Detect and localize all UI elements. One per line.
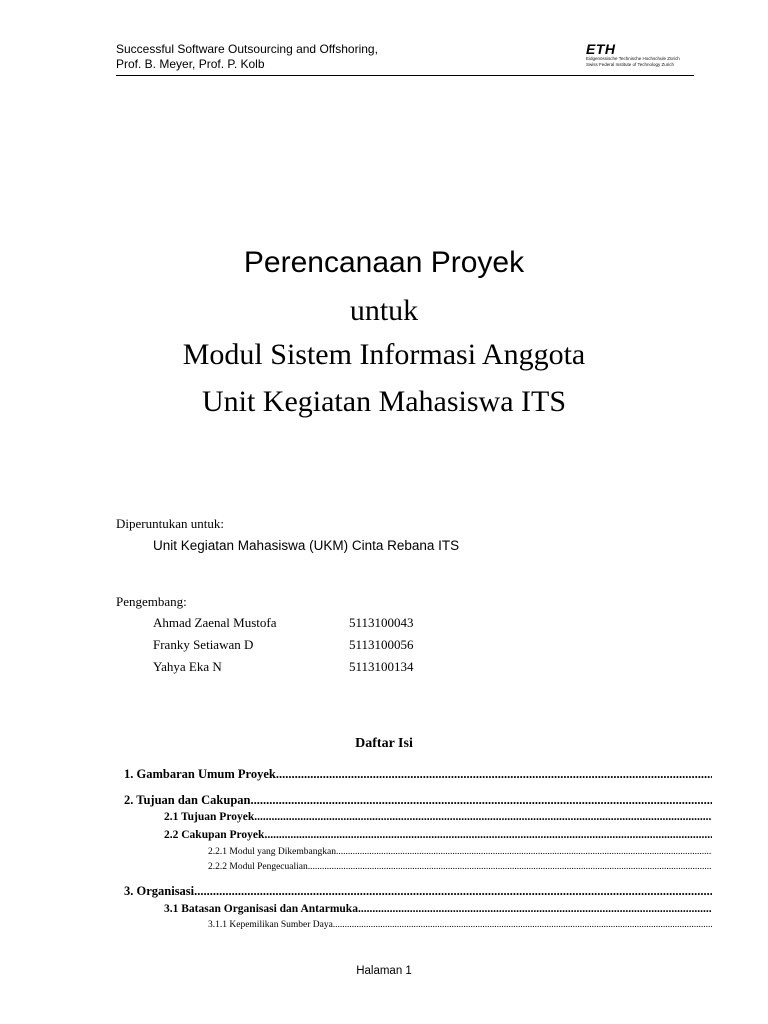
toc-leader <box>276 767 712 782</box>
title-line-1: Perencanaan Proyek <box>243 246 525 279</box>
toc-leader <box>308 862 712 872</box>
developer-row <box>153 615 414 631</box>
toc-leader <box>336 847 712 857</box>
toc-entry-label: 2. Tujuan dan Cakupan <box>124 793 251 807</box>
toc-entry-label: 2.2 Cakupan Proyek <box>164 829 265 841</box>
eth-logo <box>586 42 696 72</box>
toc-entry-label: 3.1.1 Kepemilikan Sumber Daya <box>208 920 333 930</box>
toc-title: Daftar Isi <box>355 736 413 751</box>
developer-id: 5113100043 <box>349 615 414 630</box>
toc-entry[interactable] <box>208 862 712 872</box>
toc-entry-label: 3. Organisasi <box>124 884 195 898</box>
eth-logo-subtitle-2: Swiss Federal Institute of Technology Zurich <box>586 61 674 67</box>
toc-entry[interactable] <box>124 793 712 808</box>
header-course-title: Successful Software Outsourcing and Offshoring, <box>116 42 378 56</box>
title-line-4: Unit Kegiatan Mahasiswa ITS <box>201 385 567 418</box>
toc-entry-label: 3.1 Batasan Organisasi dan Antarmuka <box>164 903 358 915</box>
title-line-2: untuk <box>349 294 419 327</box>
header-professors: Prof. B. Meyer, Prof. P. Kolb <box>116 57 265 71</box>
toc-leader <box>264 829 712 841</box>
title-line-3: Modul Sistem Informasi Anggota <box>182 338 586 371</box>
toc-leader <box>254 811 712 823</box>
developer-name: Franky Setiawan D <box>153 637 254 652</box>
toc-entry[interactable] <box>164 811 712 823</box>
toc-leader <box>194 884 712 899</box>
toc-leader <box>333 920 712 930</box>
developer-name: Ahmad Zaenal Mustofa <box>153 615 277 630</box>
toc-entry-label: 1. Gambaran Umum Proyek <box>124 767 276 781</box>
toc-entry[interactable] <box>208 847 712 857</box>
developer-row <box>153 637 414 653</box>
developer-id: 5113100056 <box>349 637 414 652</box>
eth-logo-subtitle-1: Eidgenössische Technische Hochschule Zürich <box>586 56 680 61</box>
toc-entry-label: 2.1 Tujuan Proyek <box>164 811 255 823</box>
toc-entry[interactable] <box>124 884 712 899</box>
developer-name: Yahya Eka N <box>153 659 222 674</box>
document-header <box>116 42 378 72</box>
toc-leader <box>358 903 712 915</box>
header-divider <box>116 75 694 76</box>
developer-row <box>153 659 414 675</box>
toc-entry[interactable] <box>124 767 712 782</box>
intended-for-value: Unit Kegiatan Mahasiswa (UKM) Cinta Rebana ITS <box>153 538 460 553</box>
toc-entry-label: 2.2.1 Modul yang Dikembangkan <box>208 847 336 857</box>
intended-for-label: Diperuntukan untuk: <box>116 516 224 531</box>
developer-id: 5113100134 <box>349 659 414 674</box>
toc-entry[interactable] <box>164 903 712 915</box>
developers-label: Pengembang: <box>116 594 187 609</box>
toc-entry[interactable] <box>208 920 712 930</box>
toc-entry[interactable] <box>164 829 712 841</box>
page-number: Halaman 1 <box>356 965 412 977</box>
eth-logo-mark: ETH <box>586 41 616 57</box>
toc-leader <box>250 793 712 808</box>
toc-entry-label: 2.2.2 Modul Pengecualian <box>208 862 308 872</box>
